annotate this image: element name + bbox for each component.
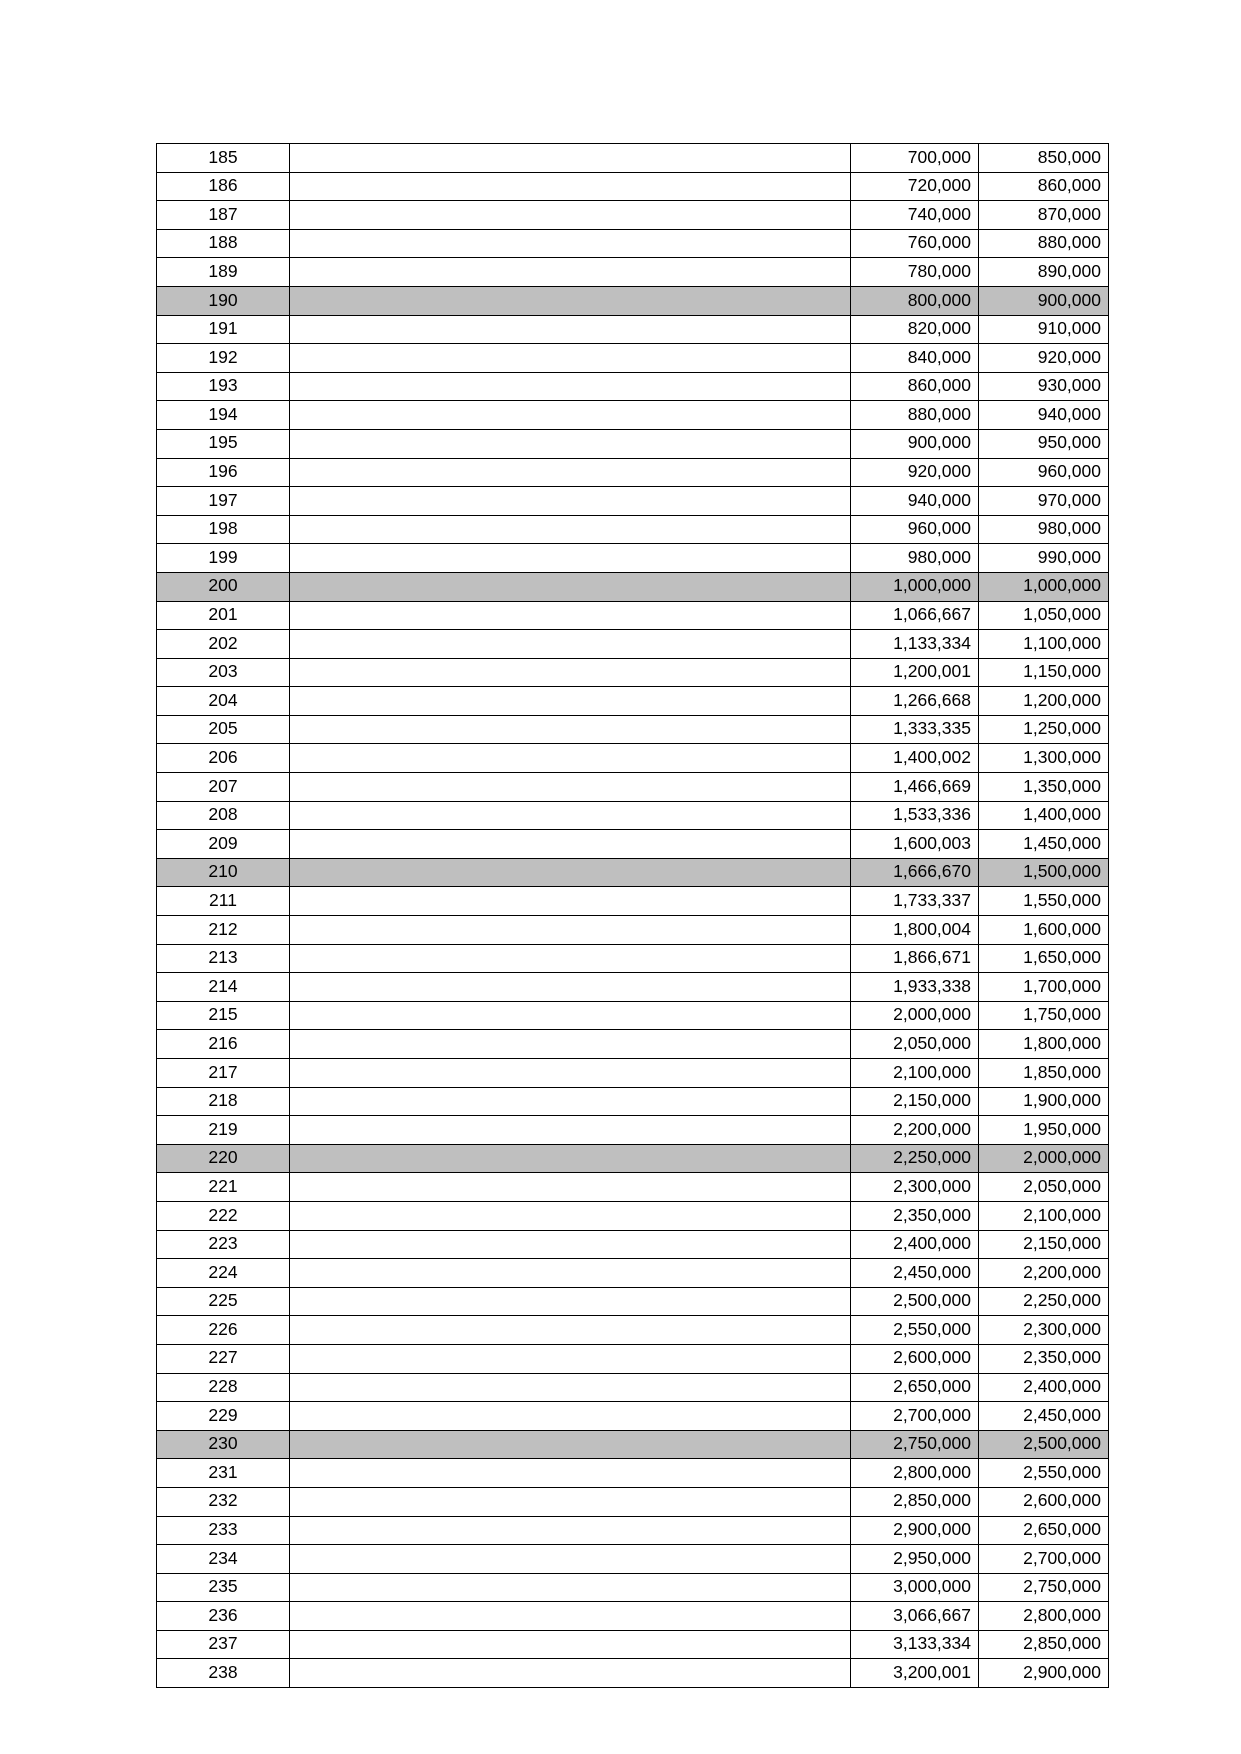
row-index-cell: 185 <box>157 144 290 173</box>
value-1-cell: 1,933,338 <box>851 973 979 1002</box>
blank-cell <box>290 601 851 630</box>
value-1-cell: 3,200,001 <box>851 1659 979 1688</box>
blank-cell <box>290 1173 851 1202</box>
table-row <box>157 572 1109 601</box>
value-1-cell: 820,000 <box>851 315 979 344</box>
blank-cell <box>290 572 851 601</box>
table-row <box>157 1373 1109 1402</box>
value-2-cell: 2,250,000 <box>979 1287 1109 1316</box>
value-1-cell: 1,333,335 <box>851 715 979 744</box>
value-1-cell: 840,000 <box>851 344 979 373</box>
row-index-cell: 216 <box>157 1030 290 1059</box>
value-1-cell: 2,200,000 <box>851 1116 979 1145</box>
row-index-cell: 222 <box>157 1201 290 1230</box>
value-2-cell: 2,050,000 <box>979 1173 1109 1202</box>
blank-cell <box>290 744 851 773</box>
blank-cell <box>290 973 851 1002</box>
row-index-cell: 192 <box>157 344 290 373</box>
blank-cell <box>290 1545 851 1574</box>
row-index-cell: 224 <box>157 1259 290 1288</box>
row-index-cell: 193 <box>157 372 290 401</box>
value-1-cell: 740,000 <box>851 201 979 230</box>
blank-cell <box>290 1030 851 1059</box>
blank-cell <box>290 201 851 230</box>
blank-cell <box>290 687 851 716</box>
blank-cell <box>290 1344 851 1373</box>
value-2-cell: 1,150,000 <box>979 658 1109 687</box>
value-1-cell: 860,000 <box>851 372 979 401</box>
blank-cell <box>290 1001 851 1030</box>
table-row <box>157 429 1109 458</box>
value-1-cell: 1,666,670 <box>851 858 979 887</box>
value-1-cell: 880,000 <box>851 401 979 430</box>
value-2-cell: 1,000,000 <box>979 572 1109 601</box>
value-2-cell: 1,600,000 <box>979 916 1109 945</box>
blank-cell <box>290 1402 851 1431</box>
value-1-cell: 2,650,000 <box>851 1373 979 1402</box>
value-2-cell: 920,000 <box>979 344 1109 373</box>
value-1-cell: 2,050,000 <box>851 1030 979 1059</box>
row-index-cell: 236 <box>157 1602 290 1631</box>
value-1-cell: 1,733,337 <box>851 887 979 916</box>
value-2-cell: 1,800,000 <box>979 1030 1109 1059</box>
row-index-cell: 238 <box>157 1659 290 1688</box>
row-index-cell: 213 <box>157 944 290 973</box>
value-1-cell: 2,500,000 <box>851 1287 979 1316</box>
table-row <box>157 1087 1109 1116</box>
table-row <box>157 1259 1109 1288</box>
table-row <box>157 1402 1109 1431</box>
table-row <box>157 1316 1109 1345</box>
value-1-cell: 2,850,000 <box>851 1487 979 1516</box>
value-1-cell: 1,600,003 <box>851 830 979 859</box>
row-index-cell: 219 <box>157 1116 290 1145</box>
blank-cell <box>290 1259 851 1288</box>
value-1-cell: 1,200,001 <box>851 658 979 687</box>
value-2-cell: 1,550,000 <box>979 887 1109 916</box>
value-2-cell: 1,100,000 <box>979 630 1109 659</box>
value-2-cell: 1,700,000 <box>979 973 1109 1002</box>
value-1-cell: 1,866,671 <box>851 944 979 973</box>
value-2-cell: 2,000,000 <box>979 1144 1109 1173</box>
table-row <box>157 1602 1109 1631</box>
value-2-cell: 1,250,000 <box>979 715 1109 744</box>
value-1-cell: 2,700,000 <box>851 1402 979 1431</box>
value-2-cell: 2,850,000 <box>979 1630 1109 1659</box>
blank-cell <box>290 1059 851 1088</box>
value-2-cell: 980,000 <box>979 515 1109 544</box>
table-row <box>157 801 1109 830</box>
value-1-cell: 800,000 <box>851 286 979 315</box>
value-1-cell: 2,000,000 <box>851 1001 979 1030</box>
value-1-cell: 720,000 <box>851 172 979 201</box>
table-row <box>157 630 1109 659</box>
table-row <box>157 372 1109 401</box>
blank-cell <box>290 144 851 173</box>
blank-cell <box>290 1573 851 1602</box>
row-index-cell: 191 <box>157 315 290 344</box>
blank-cell <box>290 1459 851 1488</box>
value-2-cell: 2,700,000 <box>979 1545 1109 1574</box>
row-index-cell: 188 <box>157 229 290 258</box>
table-row <box>157 973 1109 1002</box>
value-2-cell: 1,450,000 <box>979 830 1109 859</box>
value-1-cell: 1,533,336 <box>851 801 979 830</box>
value-2-cell: 1,950,000 <box>979 1116 1109 1145</box>
value-2-cell: 2,500,000 <box>979 1430 1109 1459</box>
blank-cell <box>290 372 851 401</box>
table-row <box>157 773 1109 802</box>
table-row <box>157 1516 1109 1545</box>
table-row <box>157 201 1109 230</box>
value-1-cell: 1,266,668 <box>851 687 979 716</box>
value-1-cell: 2,350,000 <box>851 1201 979 1230</box>
blank-cell <box>290 630 851 659</box>
blank-cell <box>290 858 851 887</box>
table-row <box>157 144 1109 173</box>
blank-cell <box>290 544 851 573</box>
blank-cell <box>290 773 851 802</box>
table-row <box>157 944 1109 973</box>
row-index-cell: 237 <box>157 1630 290 1659</box>
value-2-cell: 1,400,000 <box>979 801 1109 830</box>
row-index-cell: 186 <box>157 172 290 201</box>
blank-cell <box>290 515 851 544</box>
value-2-cell: 2,350,000 <box>979 1344 1109 1373</box>
table-row <box>157 916 1109 945</box>
row-index-cell: 209 <box>157 830 290 859</box>
row-index-cell: 230 <box>157 1430 290 1459</box>
value-2-cell: 970,000 <box>979 487 1109 516</box>
row-index-cell: 233 <box>157 1516 290 1545</box>
table-row <box>157 1487 1109 1516</box>
value-2-cell: 910,000 <box>979 315 1109 344</box>
value-2-cell: 1,850,000 <box>979 1059 1109 1088</box>
value-1-cell: 1,066,667 <box>851 601 979 630</box>
value-2-cell: 890,000 <box>979 258 1109 287</box>
blank-cell <box>290 429 851 458</box>
table-row <box>157 887 1109 916</box>
blank-cell <box>290 1430 851 1459</box>
row-index-cell: 205 <box>157 715 290 744</box>
value-2-cell: 1,900,000 <box>979 1087 1109 1116</box>
value-1-cell: 760,000 <box>851 229 979 258</box>
table-row <box>157 1116 1109 1145</box>
table-row <box>157 1430 1109 1459</box>
row-index-cell: 221 <box>157 1173 290 1202</box>
row-index-cell: 218 <box>157 1087 290 1116</box>
table-row <box>157 1573 1109 1602</box>
blank-cell <box>290 1230 851 1259</box>
value-2-cell: 930,000 <box>979 372 1109 401</box>
row-index-cell: 201 <box>157 601 290 630</box>
table-row <box>157 1173 1109 1202</box>
value-2-cell: 940,000 <box>979 401 1109 430</box>
value-1-cell: 2,550,000 <box>851 1316 979 1345</box>
table-row <box>157 458 1109 487</box>
row-index-cell: 231 <box>157 1459 290 1488</box>
value-1-cell: 780,000 <box>851 258 979 287</box>
row-index-cell: 207 <box>157 773 290 802</box>
table-row <box>157 1630 1109 1659</box>
value-1-cell: 2,750,000 <box>851 1430 979 1459</box>
blank-cell <box>290 1630 851 1659</box>
row-index-cell: 214 <box>157 973 290 1002</box>
row-index-cell: 211 <box>157 887 290 916</box>
table-row <box>157 515 1109 544</box>
value-2-cell: 1,500,000 <box>979 858 1109 887</box>
value-2-cell: 2,800,000 <box>979 1602 1109 1631</box>
value-1-cell: 1,000,000 <box>851 572 979 601</box>
blank-cell <box>290 172 851 201</box>
row-index-cell: 212 <box>157 916 290 945</box>
row-index-cell: 220 <box>157 1144 290 1173</box>
value-1-cell: 3,000,000 <box>851 1573 979 1602</box>
table-row <box>157 601 1109 630</box>
blank-cell <box>290 887 851 916</box>
table-row <box>157 1230 1109 1259</box>
table-row <box>157 258 1109 287</box>
table-row <box>157 1059 1109 1088</box>
value-2-cell: 2,150,000 <box>979 1230 1109 1259</box>
value-1-cell: 1,133,334 <box>851 630 979 659</box>
value-2-cell: 860,000 <box>979 172 1109 201</box>
row-index-cell: 200 <box>157 572 290 601</box>
row-index-cell: 223 <box>157 1230 290 1259</box>
value-1-cell: 2,400,000 <box>851 1230 979 1259</box>
table-row <box>157 1201 1109 1230</box>
value-2-cell: 1,750,000 <box>979 1001 1109 1030</box>
value-1-cell: 2,250,000 <box>851 1144 979 1173</box>
table-row <box>157 487 1109 516</box>
row-index-cell: 206 <box>157 744 290 773</box>
blank-cell <box>290 229 851 258</box>
blank-cell <box>290 1659 851 1688</box>
value-2-cell: 880,000 <box>979 229 1109 258</box>
row-index-cell: 226 <box>157 1316 290 1345</box>
row-index-cell: 203 <box>157 658 290 687</box>
blank-cell <box>290 458 851 487</box>
value-1-cell: 2,100,000 <box>851 1059 979 1088</box>
value-2-cell: 960,000 <box>979 458 1109 487</box>
value-2-cell: 2,300,000 <box>979 1316 1109 1345</box>
value-2-cell: 2,550,000 <box>979 1459 1109 1488</box>
blank-cell <box>290 830 851 859</box>
row-index-cell: 210 <box>157 858 290 887</box>
blank-cell <box>290 944 851 973</box>
value-2-cell: 990,000 <box>979 544 1109 573</box>
row-index-cell: 189 <box>157 258 290 287</box>
blank-cell <box>290 258 851 287</box>
blank-cell <box>290 916 851 945</box>
table-row <box>157 229 1109 258</box>
row-index-cell: 194 <box>157 401 290 430</box>
value-2-cell: 1,050,000 <box>979 601 1109 630</box>
row-index-cell: 228 <box>157 1373 290 1402</box>
table-row <box>157 658 1109 687</box>
row-index-cell: 197 <box>157 487 290 516</box>
value-2-cell: 1,200,000 <box>979 687 1109 716</box>
value-2-cell: 2,650,000 <box>979 1516 1109 1545</box>
blank-cell <box>290 1516 851 1545</box>
value-1-cell: 2,900,000 <box>851 1516 979 1545</box>
table-row <box>157 1545 1109 1574</box>
row-index-cell: 199 <box>157 544 290 573</box>
blank-cell <box>290 286 851 315</box>
value-2-cell: 2,400,000 <box>979 1373 1109 1402</box>
table-row <box>157 715 1109 744</box>
value-1-cell: 1,800,004 <box>851 916 979 945</box>
row-index-cell: 204 <box>157 687 290 716</box>
table-row <box>157 401 1109 430</box>
blank-cell <box>290 1373 851 1402</box>
row-index-cell: 187 <box>157 201 290 230</box>
row-index-cell: 235 <box>157 1573 290 1602</box>
row-index-cell: 232 <box>157 1487 290 1516</box>
value-1-cell: 920,000 <box>851 458 979 487</box>
blank-cell <box>290 487 851 516</box>
table-row <box>157 344 1109 373</box>
table-row <box>157 1030 1109 1059</box>
value-1-cell: 2,800,000 <box>851 1459 979 1488</box>
table-row <box>157 830 1109 859</box>
value-1-cell: 1,400,002 <box>851 744 979 773</box>
blank-cell <box>290 344 851 373</box>
value-2-cell: 2,200,000 <box>979 1259 1109 1288</box>
row-index-cell: 195 <box>157 429 290 458</box>
value-2-cell: 950,000 <box>979 429 1109 458</box>
value-1-cell: 2,600,000 <box>851 1344 979 1373</box>
value-schedule-table <box>156 143 1109 1688</box>
value-2-cell: 1,350,000 <box>979 773 1109 802</box>
blank-cell <box>290 801 851 830</box>
blank-cell <box>290 315 851 344</box>
row-index-cell: 225 <box>157 1287 290 1316</box>
row-index-cell: 190 <box>157 286 290 315</box>
blank-cell <box>290 715 851 744</box>
value-2-cell: 2,900,000 <box>979 1659 1109 1688</box>
row-index-cell: 227 <box>157 1344 290 1373</box>
value-2-cell: 2,450,000 <box>979 1402 1109 1431</box>
row-index-cell: 198 <box>157 515 290 544</box>
table-row <box>157 1144 1109 1173</box>
value-2-cell: 1,650,000 <box>979 944 1109 973</box>
value-2-cell: 2,100,000 <box>979 1201 1109 1230</box>
row-index-cell: 215 <box>157 1001 290 1030</box>
blank-cell <box>290 658 851 687</box>
value-1-cell: 3,133,334 <box>851 1630 979 1659</box>
table-row <box>157 172 1109 201</box>
blank-cell <box>290 1087 851 1116</box>
table-row <box>157 286 1109 315</box>
table-row <box>157 1659 1109 1688</box>
blank-cell <box>290 401 851 430</box>
table-row <box>157 858 1109 887</box>
value-1-cell: 1,466,669 <box>851 773 979 802</box>
blank-cell <box>290 1144 851 1173</box>
blank-cell <box>290 1316 851 1345</box>
value-2-cell: 2,750,000 <box>979 1573 1109 1602</box>
table-row <box>157 544 1109 573</box>
row-index-cell: 208 <box>157 801 290 830</box>
table-row <box>157 1344 1109 1373</box>
value-2-cell: 850,000 <box>979 144 1109 173</box>
value-2-cell: 1,300,000 <box>979 744 1109 773</box>
value-2-cell: 2,600,000 <box>979 1487 1109 1516</box>
table-row <box>157 315 1109 344</box>
row-index-cell: 217 <box>157 1059 290 1088</box>
value-1-cell: 2,950,000 <box>851 1545 979 1574</box>
value-1-cell: 2,450,000 <box>851 1259 979 1288</box>
blank-cell <box>290 1116 851 1145</box>
blank-cell <box>290 1287 851 1316</box>
table-row <box>157 744 1109 773</box>
value-1-cell: 700,000 <box>851 144 979 173</box>
table-row <box>157 1001 1109 1030</box>
value-1-cell: 2,300,000 <box>851 1173 979 1202</box>
table-row <box>157 687 1109 716</box>
value-1-cell: 960,000 <box>851 515 979 544</box>
value-1-cell: 900,000 <box>851 429 979 458</box>
table-row <box>157 1459 1109 1488</box>
table-body <box>157 144 1109 1688</box>
blank-cell <box>290 1602 851 1631</box>
table-row <box>157 1287 1109 1316</box>
value-2-cell: 900,000 <box>979 286 1109 315</box>
blank-cell <box>290 1201 851 1230</box>
value-1-cell: 3,066,667 <box>851 1602 979 1631</box>
value-1-cell: 980,000 <box>851 544 979 573</box>
value-1-cell: 2,150,000 <box>851 1087 979 1116</box>
blank-cell <box>290 1487 851 1516</box>
row-index-cell: 202 <box>157 630 290 659</box>
row-index-cell: 229 <box>157 1402 290 1431</box>
row-index-cell: 196 <box>157 458 290 487</box>
value-1-cell: 940,000 <box>851 487 979 516</box>
value-2-cell: 870,000 <box>979 201 1109 230</box>
row-index-cell: 234 <box>157 1545 290 1574</box>
